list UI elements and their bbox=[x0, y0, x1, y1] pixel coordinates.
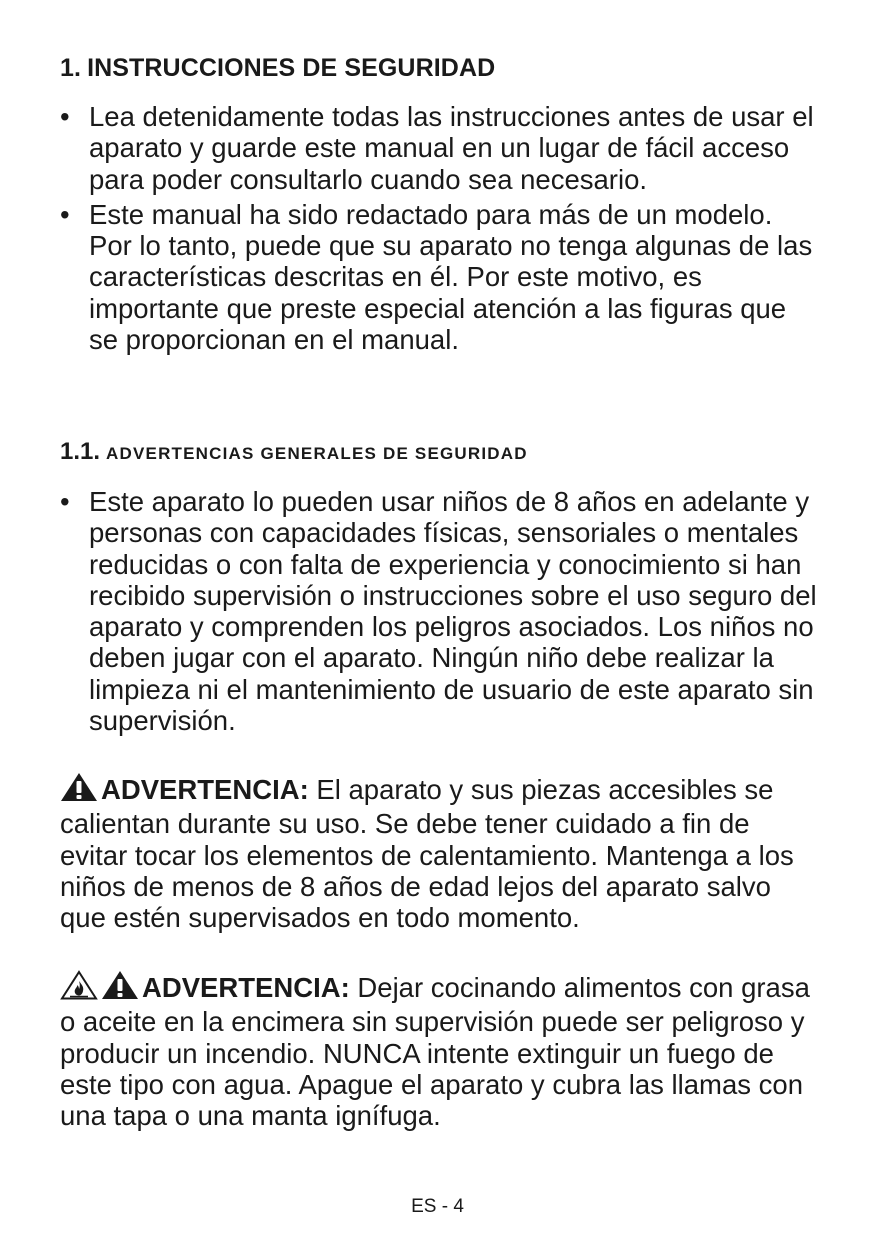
bullet-icon: • bbox=[60, 101, 70, 132]
list-item-text: Lea detenidamente todas las instrucciones antes de usar el aparato y guarde este manual en un lugar de fácil acceso para poder consultarlo cuando sea necesario. bbox=[89, 101, 814, 195]
fire-hazard-icon bbox=[60, 970, 98, 1006]
warning-triangle-icon bbox=[60, 772, 98, 808]
bullet-icon: • bbox=[60, 486, 70, 517]
warning-block-fire bbox=[60, 970, 820, 1131]
subsection-number: 1.1. bbox=[60, 438, 101, 465]
list-item bbox=[60, 199, 820, 355]
warning-text: Dejar cocinando alimentos con grasa o aceite en la encimera sin supervisión puede ser peligroso y producir un incendio. NUNCA intente extinguir un fuego de este tipo con agua. Apague el aparato y cubra las llamas con una tapa o una manta ignífuga. bbox=[60, 972, 810, 1132]
list-item-text: Este aparato lo pueden usar niños de 8 años en adelante y personas con capacidades físicas, sensoriales o mentales reducidas o con falta de experiencia y conocimiento si han recibido supervisión o instrucciones sobre el uso seguro del aparato y comprenden los peligros asociados. Los niños no deben jugar con el aparato. Ningún niño debe realizar la limpieza ni el mantenimiento de usuario de este aparato sin supervisión. bbox=[89, 486, 817, 737]
warning-text: El aparato y sus piezas accesibles se calientan durante su uso. Se debe tener cuidado a fin de evitar tocar los elementos de calentamiento. Mantenga a los niños de menos de 8 años de edad lejos del aparato salvo que estén supervisados en todo momento. bbox=[60, 774, 794, 934]
section-heading bbox=[60, 54, 495, 83]
warning-label: ADVERTENCIA: bbox=[101, 774, 309, 805]
safety-instructions-list bbox=[60, 101, 820, 359]
general-warnings-list bbox=[60, 486, 820, 740]
page-number: ES - 4 bbox=[411, 1196, 464, 1217]
list-item bbox=[60, 486, 820, 736]
subsection-title: ADVERTENCIAS GENERALES DE SEGURIDAD bbox=[106, 444, 528, 463]
section-title: INSTRUCCIONES DE SEGURIDAD bbox=[87, 54, 496, 82]
subsection-heading bbox=[60, 438, 528, 466]
list-item bbox=[60, 101, 820, 195]
warning-triangle-icon bbox=[101, 970, 139, 1006]
list-item-text: Este manual ha sido redactado para más de un modelo. Por lo tanto, puede que su aparato no tenga algunas de las características descritas en él. Por este motivo, es importante que preste especial atención a las figuras que se proporcionan en el manual. bbox=[89, 198, 813, 356]
warning-block-hot-parts bbox=[60, 772, 820, 933]
bullet-icon: • bbox=[60, 198, 70, 230]
warning-label: ADVERTENCIA: bbox=[142, 972, 350, 1003]
section-number: 1. bbox=[60, 54, 82, 82]
